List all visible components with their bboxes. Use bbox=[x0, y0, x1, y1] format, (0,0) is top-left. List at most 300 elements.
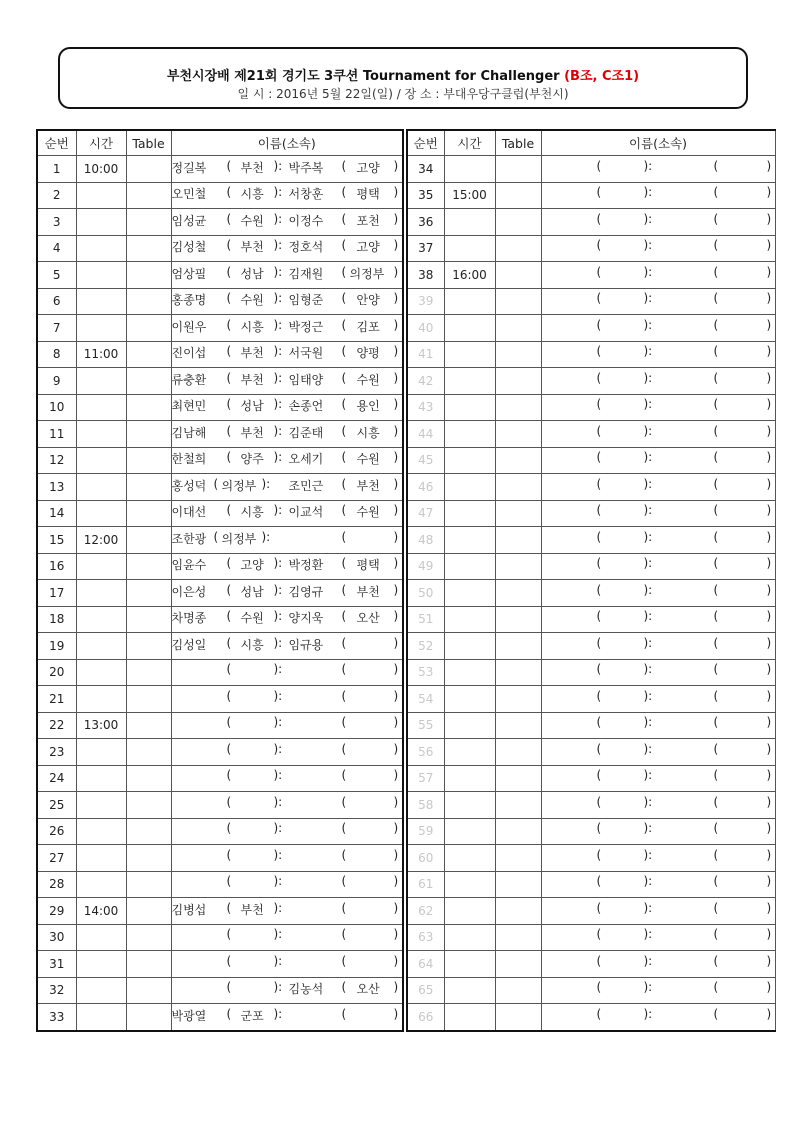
bracket-glyph: ( bbox=[713, 1006, 719, 1021]
match-wrapper bbox=[172, 1004, 403, 1029]
match-wrapper bbox=[172, 871, 403, 896]
match-cell bbox=[171, 474, 403, 501]
bracket-glyph: ( bbox=[596, 185, 602, 199]
row-time bbox=[444, 341, 495, 368]
player1-name: 김성철 bbox=[171, 240, 207, 254]
row-table bbox=[495, 739, 541, 766]
row-number: 47 bbox=[407, 500, 444, 527]
match-cell bbox=[541, 739, 775, 766]
bracket-glyph: ( bbox=[713, 317, 719, 332]
bracket-glyph: ( bbox=[226, 900, 232, 915]
row-number: 30 bbox=[37, 924, 76, 951]
match-wrapper bbox=[172, 156, 403, 181]
match-wrapper bbox=[542, 527, 775, 552]
player2-club: 수원 bbox=[356, 452, 380, 466]
bracket-glyph: ( bbox=[226, 927, 232, 941]
match-cell bbox=[541, 898, 775, 925]
match-wrapper bbox=[542, 315, 775, 340]
bracket-glyph: ( bbox=[341, 927, 347, 941]
player1-club: 성남 bbox=[240, 584, 264, 599]
bracket-glyph: ): bbox=[643, 264, 653, 279]
bracket-glyph: ( bbox=[213, 476, 219, 491]
row-table bbox=[126, 898, 171, 925]
match-cell bbox=[541, 288, 775, 315]
bracket-glyph: ): bbox=[643, 503, 653, 517]
row-time bbox=[444, 209, 495, 236]
bracket-glyph: ) bbox=[766, 317, 772, 332]
col-table-header: Table bbox=[126, 130, 171, 156]
bracket-glyph: ) bbox=[766, 715, 772, 729]
row-table bbox=[126, 421, 171, 448]
bracket-glyph: ) bbox=[393, 900, 399, 915]
bracket-glyph: ( bbox=[713, 874, 719, 888]
row-table bbox=[495, 288, 541, 315]
bracket-glyph: ( bbox=[213, 529, 219, 544]
match-wrapper bbox=[172, 606, 403, 631]
row-table bbox=[126, 209, 171, 236]
player1-name: 최현민 bbox=[171, 399, 207, 413]
table-row bbox=[407, 235, 775, 262]
match-wrapper bbox=[542, 474, 775, 499]
row-time bbox=[444, 871, 495, 898]
row-time bbox=[444, 288, 495, 315]
table-row bbox=[407, 845, 775, 872]
bracket-glyph: ) bbox=[766, 370, 772, 385]
bracket-glyph: ): bbox=[273, 450, 283, 464]
row-table bbox=[126, 606, 171, 633]
bracket-glyph: ): bbox=[261, 529, 271, 544]
match-wrapper bbox=[172, 527, 403, 552]
bracket-glyph: ( bbox=[226, 238, 232, 252]
match-cell bbox=[171, 394, 403, 421]
match-wrapper bbox=[172, 182, 403, 207]
bracket-glyph: ): bbox=[643, 980, 653, 994]
match-cell bbox=[541, 659, 775, 686]
bracket-glyph: ( bbox=[713, 450, 719, 464]
bracket-glyph: ( bbox=[713, 662, 719, 676]
player1-name: 홍종명 bbox=[171, 293, 207, 307]
table-row bbox=[407, 924, 775, 951]
match-wrapper bbox=[172, 209, 403, 234]
table-row bbox=[407, 792, 775, 819]
player2-name: 임태양 bbox=[288, 372, 324, 387]
bracket-glyph: ): bbox=[643, 847, 653, 862]
match-wrapper bbox=[542, 951, 775, 976]
row-table bbox=[126, 262, 171, 289]
row-time bbox=[76, 845, 126, 872]
table-row bbox=[407, 447, 775, 474]
bracket-glyph: ( bbox=[713, 556, 719, 570]
row-table bbox=[495, 368, 541, 395]
player1-club: 부천 bbox=[240, 425, 264, 440]
row-table bbox=[126, 553, 171, 580]
row-number: 21 bbox=[37, 686, 76, 713]
bracket-glyph: ( bbox=[341, 317, 347, 332]
bracket-glyph: ): bbox=[273, 900, 283, 915]
match-cell bbox=[541, 977, 775, 1004]
bracket-glyph: ( bbox=[596, 1006, 602, 1021]
match-cell bbox=[171, 924, 403, 951]
row-number: 41 bbox=[407, 341, 444, 368]
row-time bbox=[76, 977, 126, 1004]
table-row bbox=[37, 712, 403, 739]
bracket-glyph: ): bbox=[643, 185, 653, 199]
match-wrapper bbox=[172, 394, 403, 419]
bracket-glyph: ): bbox=[273, 688, 283, 703]
bracket-glyph: ( bbox=[713, 370, 719, 385]
col-no-header: 순번 bbox=[407, 130, 444, 156]
bracket-glyph: ) bbox=[766, 609, 772, 623]
player2-name: 정호석 bbox=[288, 240, 324, 254]
table-row bbox=[407, 315, 775, 342]
bracket-glyph: ( bbox=[341, 397, 347, 411]
match-wrapper bbox=[172, 368, 403, 393]
table-row bbox=[37, 553, 403, 580]
match-cell bbox=[171, 633, 403, 660]
player1-club: 수원 bbox=[240, 293, 264, 307]
player1-name: 이원우 bbox=[171, 319, 207, 334]
bracket-glyph: ) bbox=[766, 423, 772, 438]
bracket-glyph: ): bbox=[643, 635, 653, 650]
row-time bbox=[444, 156, 495, 183]
table-row bbox=[37, 447, 403, 474]
table-row bbox=[407, 686, 775, 713]
bracket-glyph: ): bbox=[643, 238, 653, 252]
row-table bbox=[495, 235, 541, 262]
bracket-glyph: ): bbox=[273, 768, 283, 782]
bracket-glyph: ( bbox=[713, 688, 719, 703]
match-wrapper bbox=[542, 235, 775, 260]
match-cell bbox=[541, 262, 775, 289]
match-cell bbox=[541, 1004, 775, 1031]
bracket-glyph: ( bbox=[226, 185, 232, 199]
player1-club: 수원 bbox=[240, 611, 264, 625]
bracket-glyph: ( bbox=[226, 291, 232, 305]
table-row bbox=[407, 156, 775, 183]
bracket-glyph: ): bbox=[273, 158, 283, 173]
row-number: 7 bbox=[37, 315, 76, 342]
row-number: 18 bbox=[37, 606, 76, 633]
player1-club: 양주 bbox=[240, 452, 264, 466]
row-table bbox=[126, 341, 171, 368]
row-table bbox=[126, 394, 171, 421]
bracket-glyph: ) bbox=[393, 556, 399, 570]
bracket-glyph: ): bbox=[643, 582, 653, 597]
row-time bbox=[76, 474, 126, 501]
row-number: 5 bbox=[37, 262, 76, 289]
col-name-header: 이름(소속) bbox=[541, 130, 775, 156]
match-cell bbox=[171, 951, 403, 978]
col-name-header: 이름(소속) bbox=[171, 130, 403, 156]
bracket-glyph: ) bbox=[393, 662, 399, 676]
bracket-glyph: ) bbox=[766, 158, 772, 173]
player2-club: 오산 bbox=[356, 982, 380, 996]
row-table bbox=[495, 792, 541, 819]
match-wrapper bbox=[542, 818, 775, 843]
player2-club: 평택 bbox=[356, 187, 380, 201]
table-row bbox=[37, 235, 403, 262]
match-wrapper bbox=[172, 235, 403, 260]
bracket-glyph: ): bbox=[273, 344, 283, 358]
bracket-glyph: ): bbox=[643, 794, 653, 809]
match-cell bbox=[171, 553, 403, 580]
row-number: 11 bbox=[37, 421, 76, 448]
row-time bbox=[444, 394, 495, 421]
bracket-glyph: ) bbox=[766, 635, 772, 650]
match-cell bbox=[541, 500, 775, 527]
match-cell bbox=[541, 341, 775, 368]
match-cell bbox=[171, 818, 403, 845]
match-cell bbox=[541, 924, 775, 951]
player2-club: 의정부 bbox=[349, 266, 385, 281]
row-time bbox=[444, 580, 495, 607]
player1-club: 부천 bbox=[240, 372, 264, 387]
row-time bbox=[444, 765, 495, 792]
player2-club: 김포 bbox=[356, 319, 380, 334]
bracket-glyph: ( bbox=[226, 953, 232, 968]
table-row bbox=[407, 368, 775, 395]
table-row bbox=[37, 368, 403, 395]
player1-club: 고양 bbox=[240, 558, 264, 572]
player2-club: 오산 bbox=[356, 611, 380, 625]
bracket-glyph: ): bbox=[643, 741, 653, 756]
row-time bbox=[76, 235, 126, 262]
bracket-glyph: ( bbox=[713, 264, 719, 279]
bracket-glyph: ( bbox=[713, 211, 719, 226]
row-number: 48 bbox=[407, 527, 444, 554]
row-number: 37 bbox=[407, 235, 444, 262]
row-number: 33 bbox=[37, 1004, 76, 1031]
player1-name: 차명종 bbox=[171, 611, 207, 625]
match-wrapper bbox=[542, 659, 775, 684]
match-cell bbox=[541, 368, 775, 395]
match-wrapper bbox=[172, 474, 403, 499]
table-row bbox=[37, 209, 403, 236]
match-wrapper bbox=[172, 288, 403, 313]
bracket-glyph: ) bbox=[766, 874, 772, 888]
match-wrapper bbox=[542, 845, 775, 870]
row-table bbox=[126, 739, 171, 766]
match-cell bbox=[541, 845, 775, 872]
bracket-glyph: ( bbox=[596, 476, 602, 491]
title-box bbox=[58, 47, 748, 109]
bracket-glyph: ( bbox=[341, 503, 347, 517]
row-time bbox=[444, 368, 495, 395]
match-wrapper bbox=[172, 553, 403, 578]
row-number: 23 bbox=[37, 739, 76, 766]
match-cell bbox=[541, 235, 775, 262]
table-row bbox=[407, 580, 775, 607]
bracket-glyph: ( bbox=[226, 874, 232, 888]
row-table bbox=[126, 235, 171, 262]
bracket-glyph: ( bbox=[341, 291, 347, 305]
bracket-glyph: ( bbox=[713, 397, 719, 411]
bracket-glyph: ) bbox=[766, 741, 772, 756]
match-wrapper bbox=[542, 447, 775, 472]
match-wrapper bbox=[172, 977, 403, 1002]
match-cell bbox=[171, 527, 403, 554]
row-number: 22 bbox=[37, 712, 76, 739]
bracket-glyph: ( bbox=[713, 476, 719, 491]
row-time bbox=[76, 818, 126, 845]
bracket-glyph: ) bbox=[393, 397, 399, 411]
row-table bbox=[495, 924, 541, 951]
match-wrapper bbox=[542, 341, 775, 366]
title-group: (B조, C조1) bbox=[564, 69, 640, 84]
bracket-glyph: ) bbox=[393, 158, 399, 173]
match-cell bbox=[171, 182, 403, 209]
bracket-glyph: ) bbox=[766, 980, 772, 994]
row-table bbox=[126, 580, 171, 607]
row-time bbox=[444, 1004, 495, 1031]
row-table bbox=[126, 633, 171, 660]
bracket-glyph: ) bbox=[393, 211, 399, 226]
row-time bbox=[76, 580, 126, 607]
bracket-glyph: ): bbox=[273, 662, 283, 676]
player1-name: 한철희 bbox=[171, 452, 207, 466]
row-table bbox=[495, 712, 541, 739]
row-time bbox=[444, 792, 495, 819]
bracket-glyph: ) bbox=[393, 953, 399, 968]
table-row bbox=[407, 951, 775, 978]
match-wrapper bbox=[172, 818, 403, 843]
bracket-glyph: ) bbox=[766, 794, 772, 809]
bracket-glyph: ): bbox=[273, 211, 283, 226]
bracket-glyph: ( bbox=[226, 715, 232, 729]
row-time bbox=[444, 686, 495, 713]
row-number: 46 bbox=[407, 474, 444, 501]
match-cell bbox=[541, 951, 775, 978]
bracket-glyph: ( bbox=[596, 370, 602, 385]
match-wrapper bbox=[172, 924, 403, 949]
row-number: 42 bbox=[407, 368, 444, 395]
bracket-glyph: ) bbox=[766, 476, 772, 491]
bracket-glyph: ( bbox=[226, 264, 232, 279]
bracket-glyph: ) bbox=[766, 847, 772, 862]
bracket-glyph: ) bbox=[766, 397, 772, 411]
bracket-glyph: ): bbox=[643, 821, 653, 835]
row-time bbox=[444, 951, 495, 978]
row-table bbox=[495, 845, 541, 872]
col-time-header: 시간 bbox=[444, 130, 495, 156]
match-wrapper bbox=[542, 792, 775, 817]
bracket-glyph: ): bbox=[273, 715, 283, 729]
player1-club: 부천 bbox=[240, 240, 264, 254]
row-number: 28 bbox=[37, 871, 76, 898]
bracket-glyph: ) bbox=[393, 370, 399, 385]
row-number: 27 bbox=[37, 845, 76, 872]
player2-name: 이교석 bbox=[288, 505, 324, 519]
bracket-glyph: ) bbox=[393, 344, 399, 358]
match-wrapper bbox=[172, 500, 403, 525]
bracket-glyph: ) bbox=[766, 503, 772, 517]
player1-club: 시흥 bbox=[240, 187, 264, 201]
player1-name: 엄상필 bbox=[171, 266, 207, 281]
bracket-glyph: ( bbox=[713, 847, 719, 862]
bracket-glyph: ( bbox=[596, 344, 602, 358]
bracket-glyph: ( bbox=[713, 291, 719, 305]
row-number: 57 bbox=[407, 765, 444, 792]
player1-club: 의정부 bbox=[221, 531, 257, 546]
match-cell bbox=[171, 341, 403, 368]
row-number: 49 bbox=[407, 553, 444, 580]
row-table bbox=[495, 818, 541, 845]
row-number: 65 bbox=[407, 977, 444, 1004]
match-cell bbox=[171, 580, 403, 607]
match-cell bbox=[541, 712, 775, 739]
player1-club: 성남 bbox=[240, 266, 264, 281]
match-cell bbox=[541, 156, 775, 183]
match-cell bbox=[171, 235, 403, 262]
row-number: 6 bbox=[37, 288, 76, 315]
bracket-glyph: ( bbox=[226, 1006, 232, 1021]
row-time: 14:00 bbox=[76, 898, 126, 925]
table-row bbox=[407, 527, 775, 554]
bracket-glyph: ): bbox=[643, 211, 653, 226]
row-time bbox=[444, 474, 495, 501]
bracket-glyph: ): bbox=[273, 291, 283, 305]
bracket-glyph: ( bbox=[226, 450, 232, 464]
bracket-glyph: ( bbox=[226, 741, 232, 756]
table-row bbox=[37, 739, 403, 766]
match-wrapper bbox=[542, 209, 775, 234]
bracket-glyph: ) bbox=[393, 185, 399, 199]
bracket-glyph: ): bbox=[643, 450, 653, 464]
player2-name: 김영규 bbox=[288, 584, 324, 599]
bracket-glyph: ) bbox=[393, 503, 399, 517]
match-cell bbox=[541, 394, 775, 421]
table-row bbox=[407, 659, 775, 686]
match-cell bbox=[171, 262, 403, 289]
match-wrapper bbox=[172, 262, 403, 287]
bracket-glyph: ( bbox=[596, 264, 602, 279]
bracket-glyph: ) bbox=[393, 582, 399, 597]
match-wrapper bbox=[172, 421, 403, 446]
row-time bbox=[76, 951, 126, 978]
row-table bbox=[495, 659, 541, 686]
bracket-glyph: ( bbox=[341, 847, 347, 862]
match-wrapper bbox=[542, 739, 775, 764]
player2-club: 부천 bbox=[356, 478, 380, 493]
bracket-glyph: ): bbox=[273, 635, 283, 650]
bracket-glyph: ( bbox=[596, 582, 602, 597]
row-time bbox=[444, 818, 495, 845]
row-number: 24 bbox=[37, 765, 76, 792]
row-time bbox=[444, 553, 495, 580]
player2-name: 김준태 bbox=[288, 425, 324, 440]
row-table bbox=[126, 792, 171, 819]
match-wrapper bbox=[542, 394, 775, 419]
bracket-glyph: ( bbox=[226, 847, 232, 862]
bracket-glyph: ): bbox=[643, 662, 653, 676]
row-time bbox=[76, 686, 126, 713]
bracket-glyph: ( bbox=[596, 450, 602, 464]
bracket-glyph: ): bbox=[643, 529, 653, 544]
bracket-glyph: ( bbox=[713, 715, 719, 729]
bracket-glyph: ( bbox=[596, 927, 602, 941]
match-cell bbox=[541, 633, 775, 660]
table-row bbox=[407, 500, 775, 527]
bracket-glyph: ( bbox=[341, 715, 347, 729]
row-number: 34 bbox=[407, 156, 444, 183]
bracket-glyph: ( bbox=[226, 556, 232, 570]
bracket-glyph: ( bbox=[713, 635, 719, 650]
bracket-glyph: ): bbox=[643, 953, 653, 968]
header-row bbox=[37, 130, 403, 156]
player2-club: 안양 bbox=[356, 293, 380, 307]
row-time bbox=[444, 447, 495, 474]
match-cell bbox=[171, 659, 403, 686]
